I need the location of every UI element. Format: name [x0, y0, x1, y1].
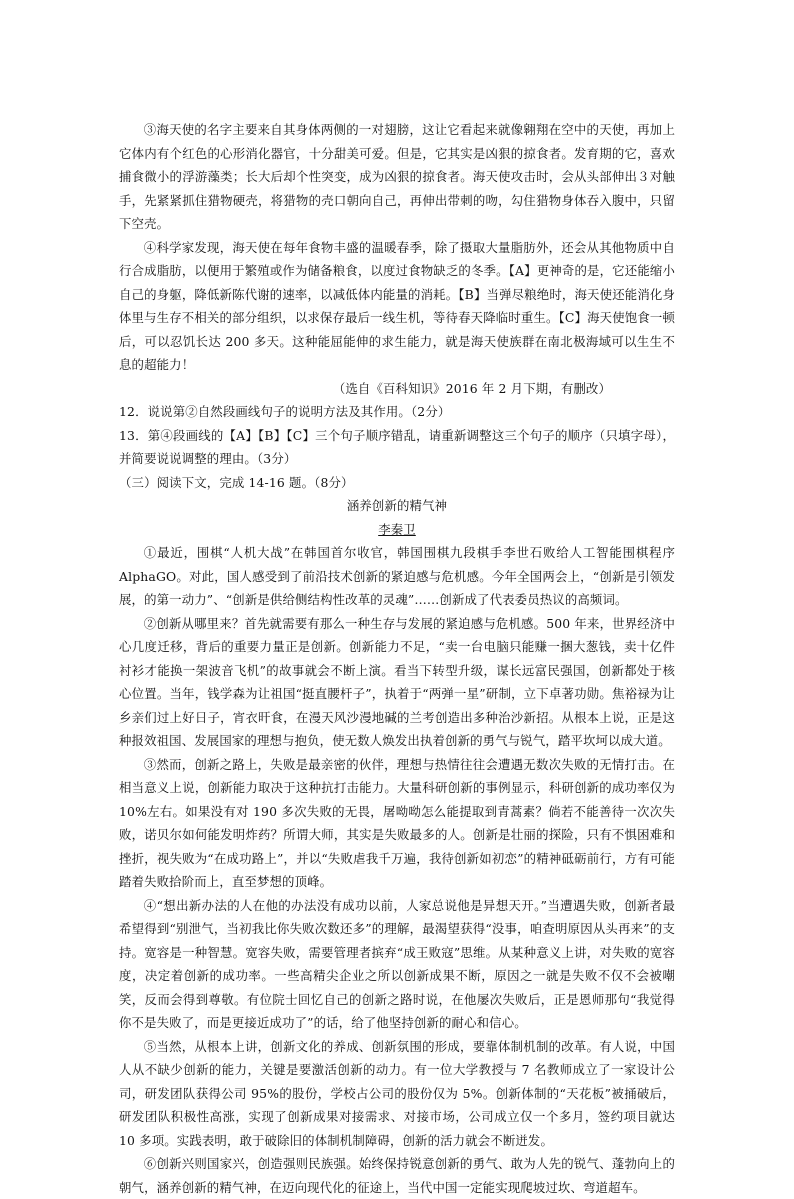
article-paragraph-5: ⑤当然，从根本上讲，创新文化的养成、创新氛围的形成，要靠体制机制的改革。有人说，中国人从不缺少创新的能力，关键是要激活创新的动力。有一位大学教授与 7 名教师成立了一家设计公司，研发团队获得公司 95%的股份，学校占公司的股份仅为 5%。创新体制的“天花板”被捅破后，研发团队积极性高涨，实现了创新成果对接需求、对接市场，公司成立仅一个多月，签约项目就达 10 多项。实践表明，敢于破除旧的体制机制障碍，创新的活力就会不断迸发。 [119, 1038, 675, 1148]
source-citation: （选自《百科知识》2016 年 2 月下期，有删改） [332, 380, 611, 396]
question-13: 13．第④段画线的【A】【B】【C】三个句子顺序错乱，请重新调整这三个句子的顺序（只填字母），并简要说说调整的理由。（3分） [119, 427, 675, 466]
article-paragraph-6: ⑥创新兴则国家兴，创造强则民族强。始终保持锐意创新的勇气、敢为人先的锐气、蓬勃向上的朝气，涵养创新的精气神，在迈向现代化的征途上，当代中国一定能实现爬坡过坎、弯道超车。 [119, 1156, 675, 1195]
passage-paragraph-4: ④科学家发现，海天使在每年食物丰盛的温暖春季，除了摄取大量脂肪外，还会从其他物质中自行合成脂肪，以便用于繁殖或作为储备粮食，以度过食物缺乏的冬季。【A】更神奇的是，它还能缩小自己的身躯，降低新陈代谢的速率，以减低体内能量的消耗。【B】当弹尽粮绝时，海天使还能消化身体里与生存不相关的部分组织，以求保存最后一线生机，等待春天降临时重生。【C】海天使饱食一顿后，可以忍饥长达 200 多天。这种能屈能伸的求生能力，就是海天使族群在南北极海域可以生生不息的超能力！ [119, 239, 675, 372]
section-3-heading: （三）阅读下文，完成 14-16 题。（8分） [119, 474, 354, 490]
question-12: 12．说说第②自然段画线句子的说明方法及其作用。（2分） [119, 404, 451, 419]
article-title: 涵养创新的精气神 [346, 498, 448, 513]
document-page [119, 118, 675, 1199]
article-paragraph-2: ②创新从哪里来？首先就需要有那么一种生存与发展的紧迫感与危机感。500 年来，世界经济中心几度迁移，背后的重要力量正是创新。创新能力不足，“卖一台电脑只能赚一捆大葱钱，卖十亿件衬衫才能换一架波音飞机”的故事就会不断上演。看当下转型升级，谋长远富民强国，创新都处于核心位置。当年，钱学森为让祖国“挺直腰杆子”，执着于“两弹一星”研制，立下卓著功勋。焦裕禄为让乡亲们过上好日子，宵衣旰食，在漫天风沙漫地碱的兰考创造出多种治沙新招。从根本上说，正是这种报效祖国、发展国家的理想与抱负，使无数人焕发出执着创新的勇气与锐气，踏平坎坷以成大道。 [119, 615, 675, 748]
article-paragraph-4: ④“想出新办法的人在他的办法没有成功以前，人家总说他是异想天开。”当遭遇失败，创新者最希望得到“别泄气，当初我比你失败次数还多”的理解，最渴望获得“没事，咱查明原因从头再来”的支持。宽容是一种智慧。宽容失败，需要管理者摈弃“成王败寇”思维。从某种意义上讲，对失败的宽容度，决定着创新的成功率。一些高精尖企业之所以创新成果不断，原因之一就是失败不仅不会被嘲笑，反而会得到尊敬。有位院士回忆自己的创新之路时说，在他屡次失败后，正是恩师那句“我觉得你不是失败了，而是更接近成功了”的话，给了他坚持创新的耐心和信心。 [119, 897, 675, 1030]
article-paragraph-1: ①最近，围棋“人机大战”在韩国首尔收官，韩国围棋九段棋手李世石败给人工智能围棋程序 AlphaGO。对此，国人感受到了前沿技术创新的紧迫感与危机感。今年全国两会上，“创新是引领发展，的第一动力”、“创新是供给侧结构性改革的灵魂”……创新成了代表委员热议的高频词。 [119, 545, 675, 607]
article-paragraph-3: ③然而，创新之路上，失败是最亲密的伙伴，理想与热情往往会遭遇无数次失败的无情打击。在相当意义上说，创新能力取决于这种抗打击能力。大量科研创新的事例显示，科研创新的成功率仅为 10%左右。如果没有对 190 多次失败的无畏，屠呦呦怎么能提取到青蒿素？倘若不能善待一次次失败，诺贝尔如何能发明炸药？所谓大师，其实是失败最多的人。创新是壮丽的探险，只有不惧困难和挫折，视失败为“在成功路上”，并以“失败虐我千万遍，我待创新如初恋”的精神砥砺前行，方有可能踏着失败拾阶而上，直至梦想的顶峰。 [119, 756, 675, 889]
passage-paragraph-3: ③海天使的名字主要来自其身体两侧的一对翅膀，这让它看起来就像翱翔在空中的天使，再加上它体内有个红色的心形消化器官，十分甜美可爱。但是，它其实是凶狠的掠食者。发育期的它，喜欢捕食微小的浮游藻类；长大后却个性突变，成为凶狠的掠食者。海天使攻击时，会从头部伸出３对触手，先紧紧抓住猎物硬壳，将猎物的壳口朝向自己，再伸出带刺的吻，勾住猎物身体吞入腹中，只留下空壳。 [119, 122, 675, 231]
article-author: 李秦卫 [378, 521, 416, 537]
